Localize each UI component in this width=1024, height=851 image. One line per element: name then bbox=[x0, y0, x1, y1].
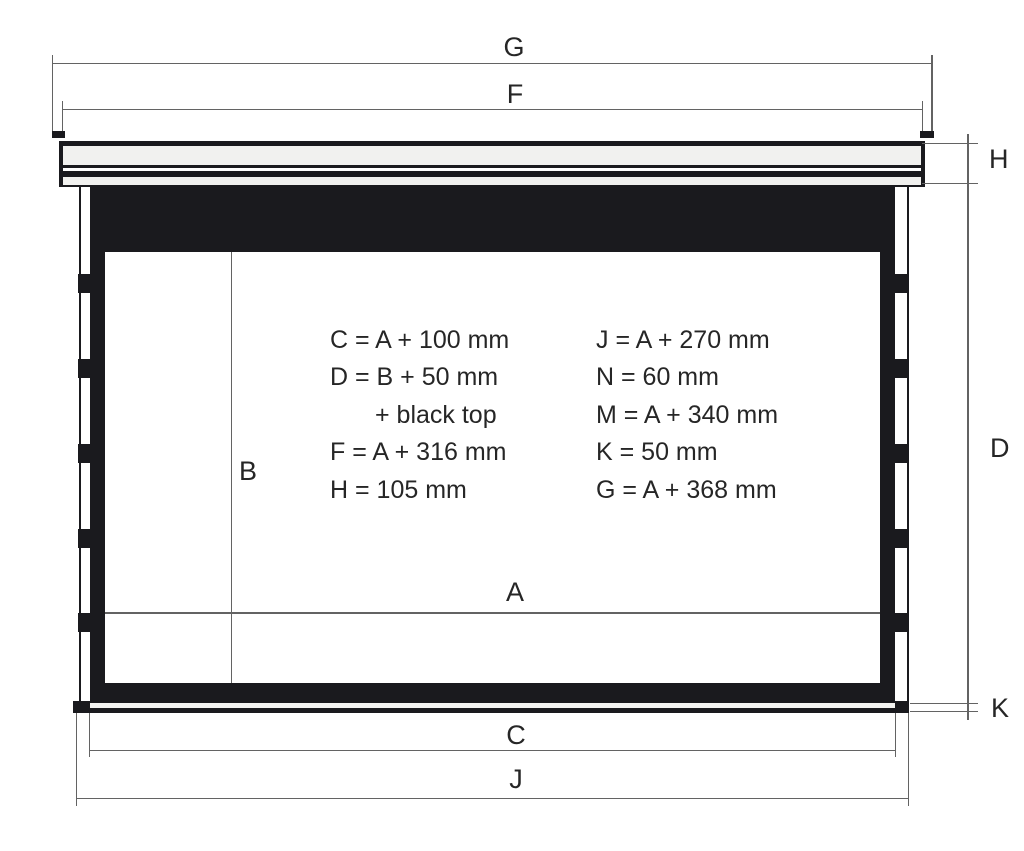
tension-tab bbox=[78, 359, 90, 378]
dim-label-h: H bbox=[989, 144, 1009, 174]
dim-extension-j-right bbox=[908, 713, 909, 806]
tension-tab bbox=[895, 359, 907, 378]
dim-extension-j-left bbox=[76, 713, 77, 806]
casing-groove bbox=[63, 168, 921, 171]
dim-extension-g-left bbox=[52, 55, 54, 133]
dim-label-b: B bbox=[239, 456, 258, 486]
formula-list-left bbox=[330, 322, 509, 509]
bottom-weight-bar bbox=[73, 701, 909, 713]
casing-bottom-lip bbox=[63, 177, 921, 186]
formula-line: J = A + 270 mm bbox=[596, 326, 770, 354]
formula-line: D = B + 50 mm bbox=[330, 363, 499, 392]
mounting-bracket-left bbox=[52, 131, 65, 138]
dim-line-g bbox=[52, 63, 932, 65]
formula-line: G = A + 368 mm bbox=[596, 475, 777, 504]
height-b-reference-line bbox=[231, 252, 232, 683]
dim-label-c: C bbox=[506, 720, 526, 750]
casing-body bbox=[63, 146, 921, 166]
formula-line: M = A + 340 mm bbox=[596, 400, 779, 429]
tension-tab bbox=[78, 444, 90, 463]
width-a-reference-line bbox=[105, 612, 880, 614]
tension-tab bbox=[895, 444, 907, 463]
dim-label-d: D bbox=[990, 433, 1010, 463]
tension-tab bbox=[78, 613, 90, 632]
tension-tab bbox=[78, 274, 90, 293]
tension-tab bbox=[895, 274, 907, 293]
dim-tick-h-top bbox=[922, 143, 978, 144]
mounting-bracket-right bbox=[920, 131, 934, 138]
formula-line: + black top bbox=[375, 400, 497, 429]
formula-line: F = A + 316 mm bbox=[330, 438, 507, 467]
tension-tab bbox=[895, 529, 907, 548]
dim-extension-f-right bbox=[922, 101, 924, 131]
weight-bar-face bbox=[90, 703, 895, 708]
dim-tick-h-bottom bbox=[922, 183, 978, 184]
dim-label-a: A bbox=[505, 577, 525, 607]
casing-profile bbox=[63, 141, 921, 187]
formula-line: K = 50 mm bbox=[596, 438, 718, 467]
dim-tick-k-bottom bbox=[910, 711, 978, 712]
dim-line-c bbox=[89, 750, 896, 752]
formula-line: H = 105 mm bbox=[330, 475, 467, 504]
tension-tab bbox=[78, 529, 90, 548]
formula-list-right bbox=[596, 322, 778, 509]
dim-extension-f-left bbox=[62, 101, 64, 131]
dim-label-f: F bbox=[506, 79, 524, 109]
dim-label-g: G bbox=[503, 32, 525, 62]
screen-casing bbox=[59, 141, 925, 187]
dim-tick-k-top bbox=[910, 703, 978, 704]
dim-line-f bbox=[62, 109, 922, 111]
dim-extension-g-right bbox=[931, 55, 933, 133]
dim-label-j: J bbox=[509, 764, 523, 794]
dim-line-d bbox=[967, 134, 969, 720]
formula-line: N = 60 mm bbox=[596, 363, 719, 392]
formula-line: C = A + 100 mm bbox=[330, 326, 510, 354]
dim-line-j bbox=[76, 798, 909, 800]
dim-label-k: K bbox=[991, 693, 1010, 723]
tension-tab bbox=[895, 613, 907, 632]
